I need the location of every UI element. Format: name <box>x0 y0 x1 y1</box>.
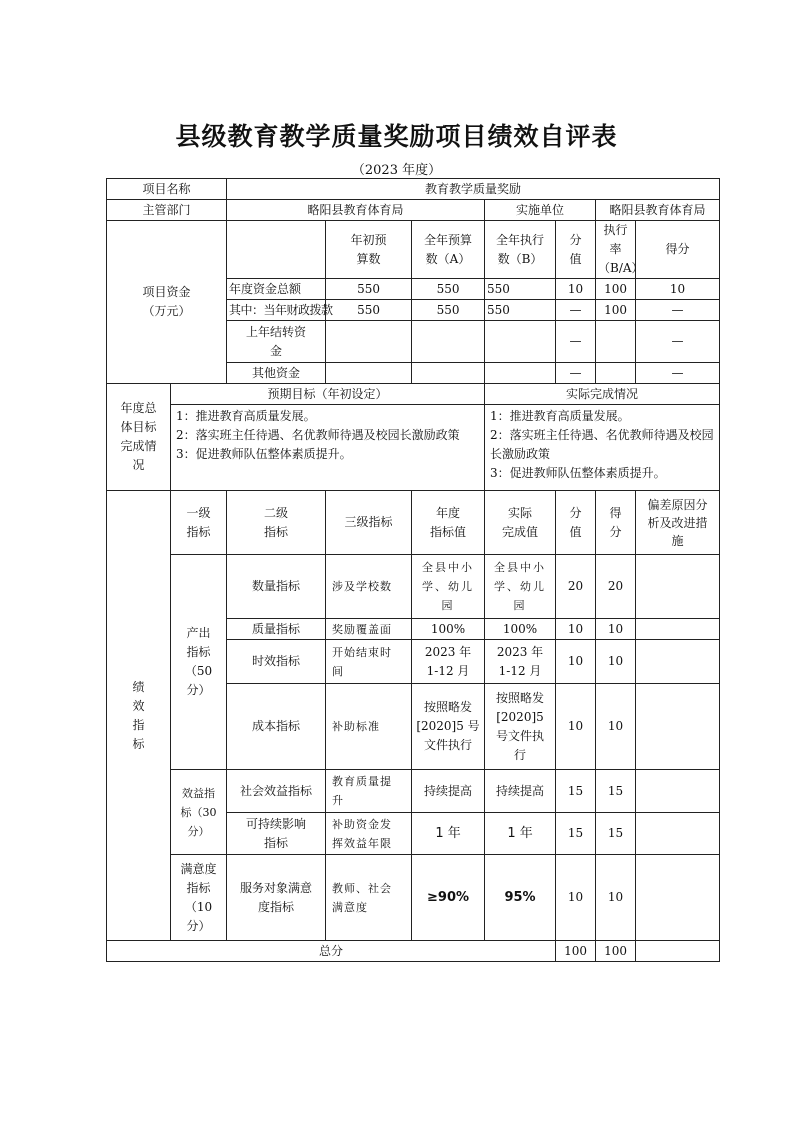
funds-cell <box>326 363 412 384</box>
total-score-value: 100 <box>556 941 596 962</box>
funds-cell <box>412 363 485 384</box>
funds-row-name: 上年结转资 金 <box>227 321 326 363</box>
perf-row-actual: 全县中小 学、幼儿 园 <box>485 555 556 619</box>
perf-row-l2: 可持续影响 指标 <box>227 813 326 855</box>
perf-row-l3: 补助标准 <box>326 684 412 770</box>
perf-row-l2: 质量指标 <box>227 619 326 640</box>
perf-row-l2: 成本指标 <box>227 684 326 770</box>
perf-row-deviation <box>636 640 720 684</box>
funds-cell: 550 <box>326 300 412 321</box>
perf-row-l3: 涉及学校数 <box>326 555 412 619</box>
project-name-value: 教育教学质量奖励 <box>227 179 720 200</box>
funds-cell: 550 <box>326 279 412 300</box>
funds-header-executed: 全年执行 数（B） <box>485 221 556 279</box>
funds-header-blank <box>227 221 326 279</box>
perf-row-l2: 数量指标 <box>227 555 326 619</box>
perf-row-target: 100% <box>412 619 485 640</box>
perf-row-score-value: 10 <box>556 640 596 684</box>
perf-header-target: 年度 指标值 <box>412 491 485 555</box>
perf-row-target: ≥90% <box>412 855 485 941</box>
perf-row-score: 10 <box>596 640 636 684</box>
perf-row-l3: 开始结束时 间 <box>326 640 412 684</box>
funds-cell: — <box>556 363 596 384</box>
output-indicator-label: 产出 指标 （50 分） <box>171 555 227 770</box>
goals-label: 年度总 体目标 完成情 况 <box>107 384 171 491</box>
perf-row-target: 2023 年 1-12 月 <box>412 640 485 684</box>
perf-row-deviation <box>636 770 720 813</box>
perf-row-score-value: 10 <box>556 855 596 941</box>
goals-actual-text: 1：推进教育高质量发展。 2：落实班主任待遇、名优教师待遇及校园长激励政策 3：促进教师队伍整体素质提升。 <box>485 405 720 491</box>
project-name-label: 项目名称 <box>107 179 227 200</box>
total-score: 100 <box>596 941 636 962</box>
funds-header-budget: 全年预算 数（A） <box>412 221 485 279</box>
funds-cell: 100 <box>596 279 636 300</box>
funds-label: 项目资金 （万元） <box>107 221 227 384</box>
funds-cell <box>485 363 556 384</box>
perf-row-target: 全县中小 学、幼儿 园 <box>412 555 485 619</box>
perf-header-score-value: 分 值 <box>556 491 596 555</box>
funds-cell: 100 <box>596 300 636 321</box>
perf-row-deviation <box>636 619 720 640</box>
funds-cell <box>596 321 636 363</box>
goals-expected-text: 1：推进教育高质量发展。 2：落实班主任待遇、名优教师待遇及校园长激励政策 3：促进教师队伍整体素质提升。 <box>171 405 485 491</box>
perf-row-score-value: 20 <box>556 555 596 619</box>
funds-header-score-value: 分 值 <box>556 221 596 279</box>
perf-row-target: 1 年 <box>412 813 485 855</box>
perf-row-actual: 100% <box>485 619 556 640</box>
funds-cell: — <box>636 300 720 321</box>
impl-label: 实施单位 <box>485 200 596 221</box>
dept-value: 略阳县教育体育局 <box>227 200 485 221</box>
funds-cell: 10 <box>636 279 720 300</box>
funds-cell: 550 <box>412 279 485 300</box>
perf-row-actual: 1 年 <box>485 813 556 855</box>
perf-label: 绩 效 指 标 <box>107 491 171 941</box>
goals-actual-label: 实际完成情况 <box>485 384 720 405</box>
funds-cell <box>326 321 412 363</box>
perf-row-score: 15 <box>596 770 636 813</box>
goals-expected-label: 预期目标（年初设定） <box>171 384 485 405</box>
perf-row-l3: 教育质量提 升 <box>326 770 412 813</box>
perf-row-target: 持续提高 <box>412 770 485 813</box>
dept-label: 主管部门 <box>107 200 227 221</box>
impl-value: 略阳县教育体育局 <box>596 200 720 221</box>
perf-row-l3: 教师、社会 满意度 <box>326 855 412 941</box>
benefit-indicator-label: 效益指 标（30 分） <box>171 770 227 855</box>
total-deviation <box>636 941 720 962</box>
perf-row-actual: 按照略发 [2020]5 号文件执 行 <box>485 684 556 770</box>
perf-row-l2: 社会效益指标 <box>227 770 326 813</box>
perf-row-actual: 持续提高 <box>485 770 556 813</box>
perf-row-score-value: 15 <box>556 770 596 813</box>
funds-cell: 550 <box>485 279 556 300</box>
total-label: 总分 <box>107 941 556 962</box>
funds-header-initial: 年初预 算数 <box>326 221 412 279</box>
perf-header-l1: 一级 指标 <box>171 491 227 555</box>
perf-header-l2: 二级 指标 <box>227 491 326 555</box>
funds-row-name: 其中：当年财政拨款 <box>227 300 326 321</box>
funds-row-name: 其他资金 <box>227 363 326 384</box>
funds-row-name: 年度资金总额 <box>227 279 326 300</box>
funds-cell: — <box>556 321 596 363</box>
perf-header-actual: 实际 完成值 <box>485 491 556 555</box>
perf-row-score-value: 10 <box>556 684 596 770</box>
page-title: 县级教育教学质量奖励项目绩效自评表 <box>175 122 618 151</box>
funds-cell: — <box>636 321 720 363</box>
perf-row-score-value: 15 <box>556 813 596 855</box>
funds-cell: 550 <box>485 300 556 321</box>
perf-row-deviation <box>636 813 720 855</box>
perf-row-score: 10 <box>596 855 636 941</box>
self-evaluation-table <box>106 178 720 962</box>
funds-cell: 550 <box>412 300 485 321</box>
perf-row-l2: 时效指标 <box>227 640 326 684</box>
perf-row-actual: 2023 年 1-12 月 <box>485 640 556 684</box>
funds-cell: 10 <box>556 279 596 300</box>
funds-cell: — <box>556 300 596 321</box>
perf-header-l3: 三级指标 <box>326 491 412 555</box>
perf-row-deviation <box>636 855 720 941</box>
funds-cell <box>412 321 485 363</box>
funds-header-rate: 执行率 （B/A） <box>596 221 636 279</box>
perf-row-actual: 95% <box>485 855 556 941</box>
funds-header-score: 得分 <box>636 221 720 279</box>
satisfaction-indicator-label: 满意度 指标 （10 分） <box>171 855 227 941</box>
perf-row-score: 20 <box>596 555 636 619</box>
perf-header-score: 得 分 <box>596 491 636 555</box>
perf-row-deviation <box>636 684 720 770</box>
funds-cell <box>485 321 556 363</box>
perf-row-score: 15 <box>596 813 636 855</box>
perf-row-l2: 服务对象满意 度指标 <box>227 855 326 941</box>
perf-row-l3: 补助资金发 挥效益年限 <box>326 813 412 855</box>
funds-cell: — <box>636 363 720 384</box>
perf-row-score-value: 10 <box>556 619 596 640</box>
perf-row-deviation <box>636 555 720 619</box>
perf-row-target: 按照略发 [2020]5 号 文件执行 <box>412 684 485 770</box>
perf-header-deviation: 偏差原因分 析及改进措 施 <box>636 491 720 555</box>
year-label: （2023 年度） <box>351 163 442 178</box>
perf-row-l3: 奖励覆盖面 <box>326 619 412 640</box>
perf-row-score: 10 <box>596 684 636 770</box>
funds-cell <box>596 363 636 384</box>
perf-row-score: 10 <box>596 619 636 640</box>
